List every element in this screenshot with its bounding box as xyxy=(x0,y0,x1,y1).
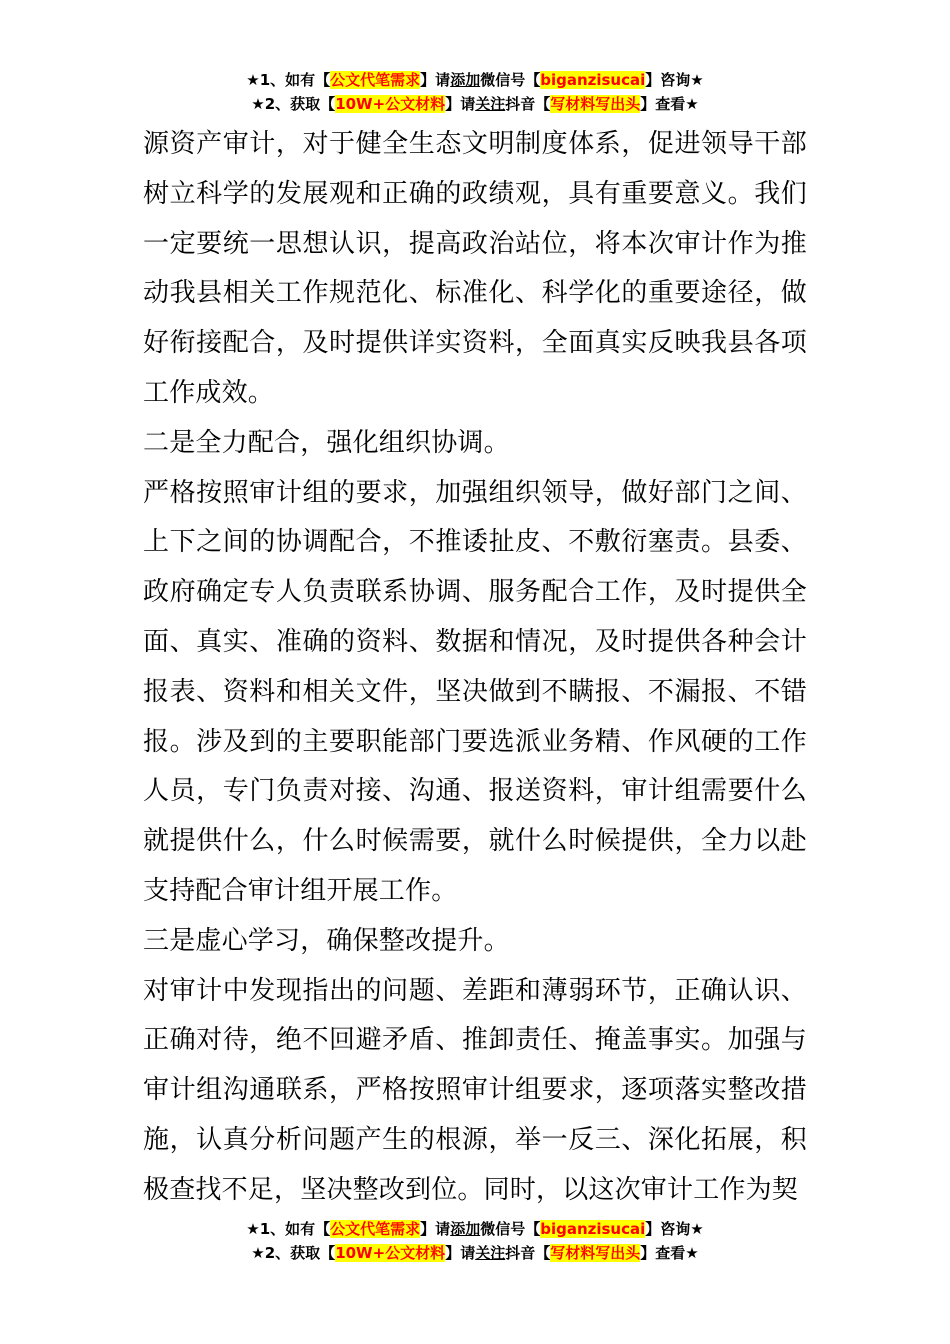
promo-line-2 xyxy=(0,1241,950,1265)
promo-footer-bottom xyxy=(0,1217,950,1265)
promo-line-1 xyxy=(0,1217,950,1241)
promo-line-1 xyxy=(0,68,950,92)
promo-highlight-materials: 10W+公文材料 xyxy=(335,1244,446,1262)
promo-wechat-id: biganzisucai xyxy=(540,71,646,89)
promo-wechat-id: biganzisucai xyxy=(540,1220,646,1238)
promo-line-1-suffix: 】咨询★ xyxy=(645,1220,704,1238)
promo-line-2-suffix: 】查看★ xyxy=(640,1244,699,1262)
promo-line-2-prefix: ★2、获取【 xyxy=(251,95,336,113)
promo-line-1-mid: 】请 xyxy=(420,71,451,89)
body-paragraph: 源资产审计，对于健全生态文明制度体系，促进领导干部树立科学的发展观和正确的政绩观，具有重要意义。我们一定要统一思想认识，提高政治站位，将本次审计作为推动我县相关工作规范化、标准化、科学化的重要途径，做好衔接配合，及时提供详实资料，全面真实反映我县各项工作成效。 xyxy=(143,129,807,408)
promo-line-1-prefix: ★1、如有【 xyxy=(246,1220,331,1238)
promo-line-2-mid2: 抖音【 xyxy=(505,1244,551,1262)
promo-add-underlined: 添加 xyxy=(450,1220,481,1238)
section-heading-2: 二是全力配合，强化组织协调。 xyxy=(143,427,510,458)
promo-header-top xyxy=(0,68,950,116)
promo-follow-underlined: 关注 xyxy=(475,1244,506,1262)
promo-line-1-prefix: ★1、如有【 xyxy=(246,71,331,89)
promo-line-1-mid2: 微信号【 xyxy=(480,1220,541,1238)
promo-douyin-account: 写材料写出头 xyxy=(550,95,641,113)
promo-highlight-ghostwriting: 公文代笔需求 xyxy=(330,1220,421,1238)
promo-line-1-suffix: 】咨询★ xyxy=(645,71,704,89)
promo-line-1-mid2: 微信号【 xyxy=(480,71,541,89)
promo-follow-underlined: 关注 xyxy=(475,95,506,113)
promo-line-2-mid: 】请 xyxy=(445,95,476,113)
promo-line-2 xyxy=(0,92,950,116)
promo-line-2-prefix: ★2、获取【 xyxy=(251,1244,336,1262)
promo-line-2-suffix: 】查看★ xyxy=(640,95,699,113)
promo-add-underlined: 添加 xyxy=(450,71,481,89)
section-heading-3: 三是虚心学习，确保整改提升。 xyxy=(143,925,510,956)
body-paragraph: 严格按照审计组的要求，加强组织领导，做好部门之间、上下之间的协调配合，不推诿扯皮、不敷衍塞责。县委、政府确定专人负责联系协调、服务配合工作，及时提供全面、真实、准确的资料、数据和情况，及时提供各种会计报表、资料和相关文件，坚决做到不瞒报、不漏报、不错报。涉及到的主要职能部门要选派业务精、作风硬的工作人员，专门负责对接、沟通、报送资料，审计组需要什么就提供什么，什么时候需要，就什么时候提供，全力以赴支持配合审计组开展工作。 xyxy=(143,477,807,906)
promo-highlight-ghostwriting: 公文代笔需求 xyxy=(330,71,421,89)
promo-highlight-materials: 10W+公文材料 xyxy=(335,95,446,113)
promo-line-2-mid: 】请 xyxy=(445,1244,476,1262)
document-body xyxy=(143,120,807,1216)
promo-douyin-account: 写材料写出头 xyxy=(550,1244,641,1262)
promo-line-1-mid: 】请 xyxy=(420,1220,451,1238)
promo-line-2-mid2: 抖音【 xyxy=(505,95,551,113)
body-paragraph: 对审计中发现指出的问题、差距和薄弱环节，正确认识、正确对待，绝不回避矛盾、推卸责任、掩盖事实。加强与审计组沟通联系，严格按照审计组要求，逐项落实整改措施，认真分析问题产生的根源，举一反三、深化拓展，积极查找不足，坚决整改到位。同时，以这次审计工作为契 xyxy=(143,975,807,1205)
